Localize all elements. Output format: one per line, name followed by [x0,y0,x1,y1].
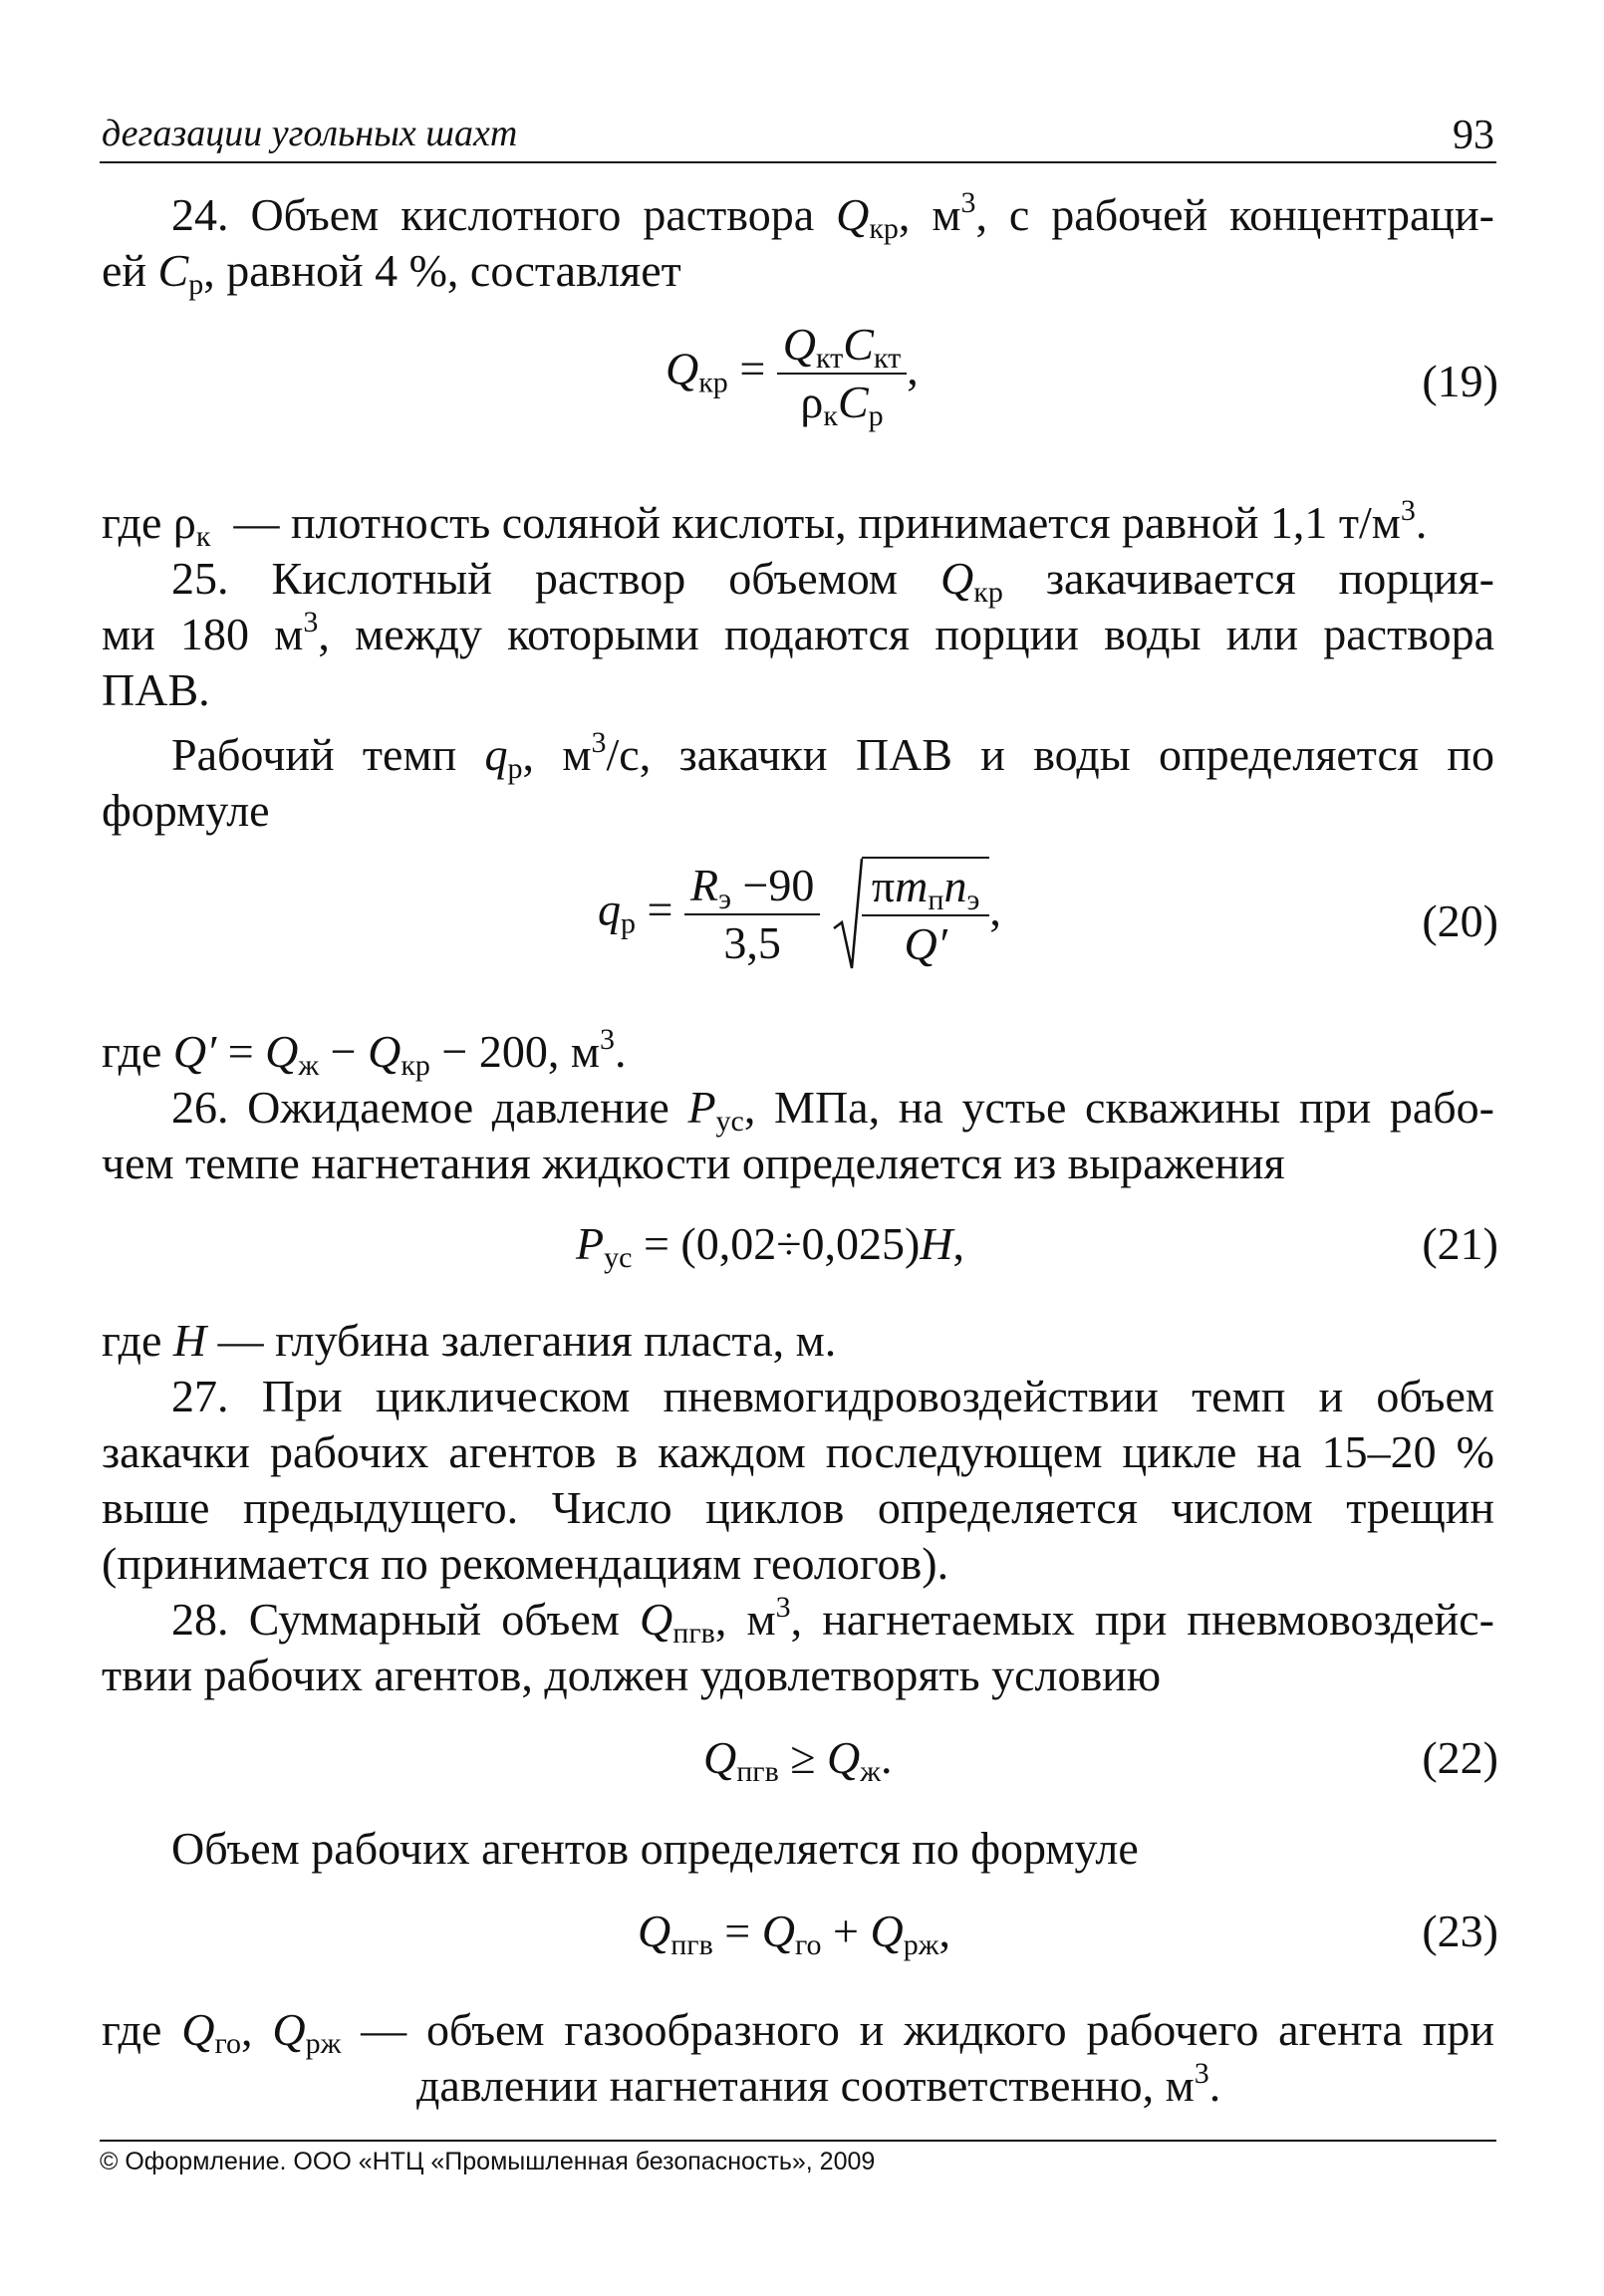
para-27-line-4: (принимается по рекомендациям геологов). [102,1538,949,1589]
equation-number-19: (19) [1422,356,1498,406]
para-28-line-1: 28. Суммарный объем $Q_{пгв}$, $м^3$, нагнетаемых при пневмовоздейс- [171,1591,1495,1650]
equation-number-23: (23) [1422,1906,1498,1956]
para-27-line-2: закачки рабочих агентов в каждом последующем цикле на 15–20 % [102,1426,1494,1477]
where-21: где H — глубина залегания пласта, м. [102,1315,837,1366]
running-title: дегазации угольных шахт [102,113,518,154]
formula-23: $Q_{пгв} = Q_{го} + Q_{рж}$, [638,1906,950,1961]
copyright-footer: © Оформление. ООО «НТЦ «Промышленная безопасность», 2009 [100,2140,1496,2176]
radical-sign-icon [832,857,864,972]
equation-number-22: (22) [1422,1732,1498,1783]
where-23-line-2: давлении нагнетания соответственно, $м^3$. [416,2057,1221,2111]
equation-number-20: (20) [1422,895,1498,946]
para-25-line-1: 25. Кислотный раствор объемом $Q_{кр}$ закачивается порция- [171,553,1494,609]
equation-number-21: (21) [1422,1218,1498,1269]
where-19: где $\rho_к$ — плотность соляной кислоты, принимается равной 1,1 $т/м^3$. [102,494,1428,553]
where-20: где $Q' = Q_ж - Q_{кр} - 200$, $м^3$. [102,1023,627,1082]
formula-22: $Q_{пгв} \ge Q_ж$. [703,1732,893,1788]
square-root: $\frac{\pi m_пn_э}{Q'}$ [832,857,989,972]
where-23-line-1: где $Q_{го}$, $Q_{рж}$ — объем газообразного и жидкого рабочего агента при [102,2004,1494,2060]
running-header [100,112,1496,163]
formula-20: $q_р$ = $\frac{R_э -90}{3,5}$ $\frac{\pi m_пn_э}{Q'}$ , [598,857,1001,972]
para-rate-line-2: формуле [102,785,270,836]
para-25-line-3: ПАВ. [102,664,210,715]
para-26-line-2: чем темпе нагнетания жидкости определяется из выражения [102,1138,1285,1188]
para-26-line-1: 26. Ожидаемое давление $P_{ус}$, МПа, на устье скважины при рабо- [171,1082,1494,1138]
formula-19: $Q_{кр}$ = $\frac{Q_{кт}C_{кт}}{\rho_кC_р}$ , [666,319,919,432]
para-rate-line-1: Рабочий темп $q_р$, $м^3/с$, закачки ПАВ и воды определяется по [171,726,1494,785]
para-28-line-2: твии рабочих агентов, должен удовлетворять условию [102,1650,1162,1700]
para-27-line-3: выше предыдущего. Число циклов определяется числом трещин [102,1482,1494,1533]
page-number: 93 [1453,113,1494,158]
para-24-line-1: 24. Объем кислотного раствора $Q_{кр}$, $м^3$, с рабочей концентраци- [171,186,1494,245]
para-24-line-2: ей $C_р$, равной 4 %, составляет [102,245,681,301]
para-25-line-2: ми 180 $м^3$, между которыми подаются порции воды или раствора [102,606,1494,659]
para-volume: Объем рабочих агентов определяется по формуле [171,1823,1139,1874]
formula-21: $P_{ус} = (0,02\div 0,025)H$, [576,1218,964,1274]
para-27-line-1: 27. При циклическом пневмогидровоздействии темп и объем [171,1371,1494,1421]
